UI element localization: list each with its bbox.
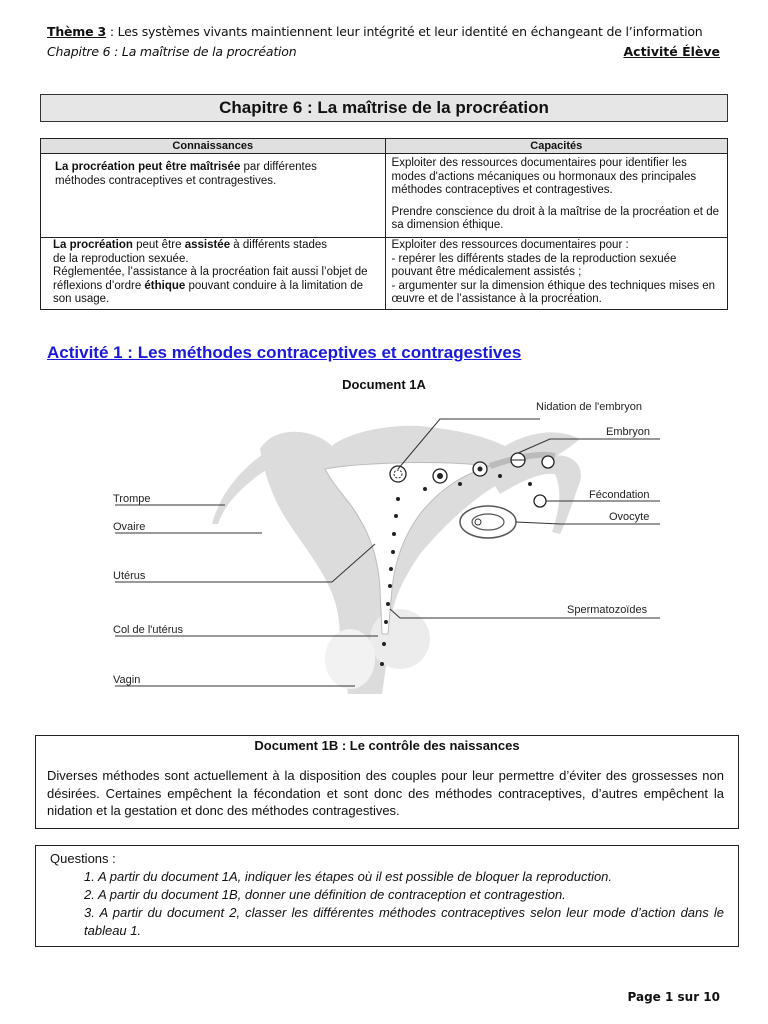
skills-table (40, 138, 728, 310)
theme-text: : Les systèmes vivants maintiennent leur intégrité et leur identité en échangeant de l’information (106, 24, 703, 39)
questions-list (84, 868, 724, 940)
theme-label: Thème 3 (47, 24, 107, 39)
label-embryon: Embryon (606, 426, 651, 438)
questions-title: Questions : (50, 851, 116, 866)
text-bold: La procréation (53, 239, 133, 251)
text-bold: éthique (144, 279, 186, 292)
questions-box (35, 845, 739, 947)
capacity-paragraph: Exploiter des ressources documentaires pour identifier les modes d'actions mécaniques ou hormonaux des principales méthodes contraceptives et contragestives. (391, 157, 697, 196)
table-cell-knowledge (41, 154, 386, 238)
document-1a-title: Document 1A (342, 377, 426, 392)
table-cell-knowledge (41, 238, 386, 310)
table-header: Capacités (385, 139, 727, 154)
capacity-line: - repérer les différents stades de la reproduction sexuée pouvant être médicalement assistés ; (391, 252, 677, 278)
table-cell-capacities (385, 154, 727, 238)
activity-title: Activité 1 : Les méthodes contraceptives et contragestives (47, 343, 522, 362)
table-header: Connaissances (41, 139, 386, 154)
embryo-detail (437, 473, 443, 479)
capacity-line: Exploiter des ressources documentaires pour : (391, 239, 629, 251)
zygote (542, 456, 554, 468)
knowledge-paragraph (53, 239, 377, 266)
page-title: Chapitre 6 : La maîtrise de la procréation (40, 94, 728, 122)
question-item: 3. A partir du document 2, classer les différentes méthodes contraceptives selon leur mode d’action dans le tableau 1. (84, 905, 724, 938)
text: peut être (132, 239, 185, 251)
text-bold: La procréation peut être maîtrisée (55, 161, 241, 173)
label-trompe: Trompe (113, 493, 151, 505)
header-theme (47, 24, 703, 39)
fertilization-cell (534, 495, 546, 507)
text: à différents stades de la reproduction sexuée. (53, 239, 328, 265)
text: Réglementée, l’assistance à la procréation fait aussi l’objet de réflexions d’ordre (53, 266, 368, 292)
text-bold: assistée (184, 239, 231, 251)
table-row (41, 238, 728, 310)
activity-type: Activité Élève (623, 44, 720, 59)
text: pouvant conduire à la limitation de son usage. (53, 279, 364, 305)
document-1b-title: Document 1B : Le contrôle des naissances (254, 738, 520, 753)
table-header-row (41, 139, 728, 154)
document-1b-box (35, 735, 739, 829)
question-item: 2. A partir du document 1B, donner une définition de contraception et contragestion. (84, 887, 566, 902)
embryo-detail (478, 467, 483, 472)
label-col: Col de l'utérus (113, 624, 183, 636)
capacity-paragraph: Prendre conscience du droit à la maîtrise de la procréation et de sa dimension éthique. (391, 205, 719, 231)
knowledge-paragraph (53, 266, 377, 307)
label-vagin: Vagin (113, 674, 141, 686)
ovocyte-dot (475, 519, 481, 525)
vagina-shape (325, 629, 375, 689)
header-chapter: Chapitre 6 : La maîtrise de la procréation (47, 44, 297, 59)
document-1b-text: Diverses méthodes sont actuellement à la disposition des couples pour leur permettre d’éviter des grossesses non désirées. Certaines empêchent la fécondation et sont donc des méthodes contraceptives, d’autres empêchent la nidation et la gestation et donc des méthodes contragestives. (47, 768, 724, 818)
reproductive-system-diagram (100, 394, 680, 694)
page-number: Page 1 sur 10 (627, 990, 720, 1004)
label-uterus: Utérus (113, 570, 146, 582)
label-nidation: Nidation de l'embryon (536, 401, 643, 413)
text: par différentes méthodes contraceptives et contragestives. (55, 161, 317, 187)
label-spermatozoides: Spermatozoïdes (567, 604, 648, 616)
capacity-line: - argumenter sur la dimension éthique des techniques mises en œuvre et de l’assistance à la procréation. (391, 279, 715, 305)
label-ovocyte: Ovocyte (609, 511, 650, 523)
label-ovaire: Ovaire (113, 521, 146, 533)
table-cell-capacities (385, 238, 727, 310)
question-item: 1. A partir du document 1A, indiquer les étapes où il est possible de bloquer la reproduction. (84, 869, 613, 884)
label-fecondation: Fécondation (589, 489, 650, 501)
table-row (41, 154, 728, 238)
